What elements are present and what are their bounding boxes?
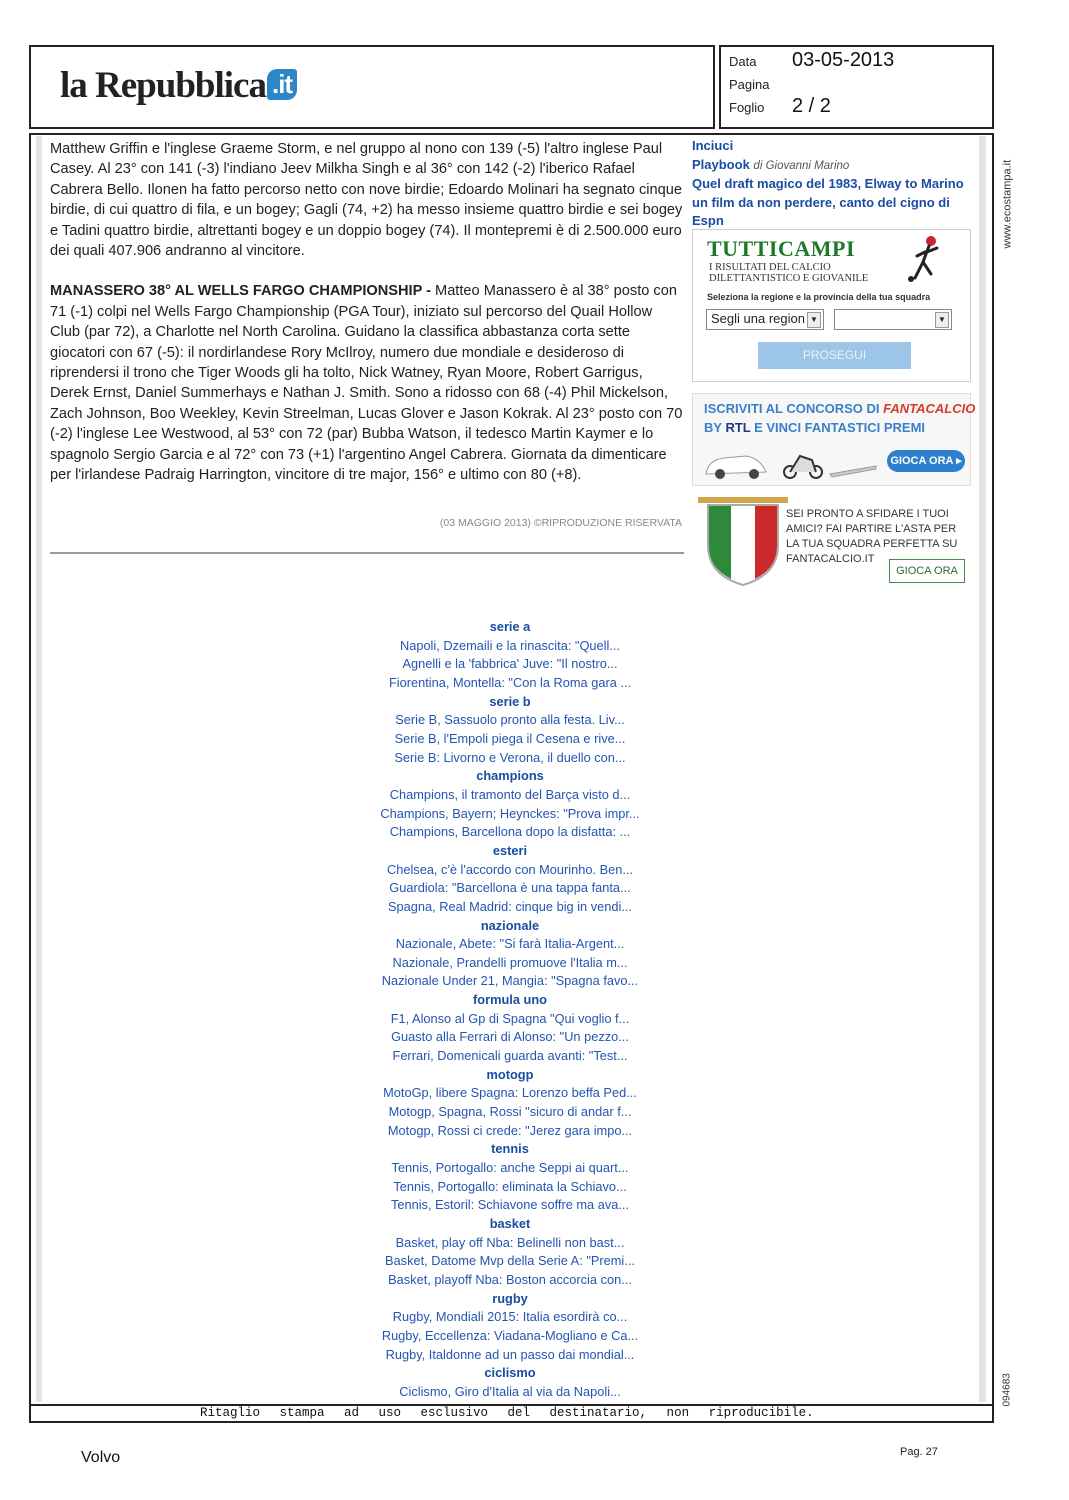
tutticampi-select-label: Seleziona la regione e la provincia della tua squadra: [707, 292, 931, 302]
asta-gioca-ora-button[interactable]: GIOCA ORA: [889, 559, 965, 583]
ecostampa-url: www.ecostampa.it: [1001, 159, 1014, 249]
news-link[interactable]: Ciclismo, Giro d'Italia al via da Napoli...: [399, 1383, 621, 1399]
link-category-serie-b[interactable]: serie b: [489, 693, 531, 709]
article-body: [50, 139, 684, 506]
news-link[interactable]: Spagna, Real Madrid: cinque big in vendi...: [387, 898, 632, 914]
news-link[interactable]: Chelsea, c'è l'accordo con Mourinho. Ben...: [386, 861, 634, 877]
logo-it-badge: .it: [267, 69, 297, 100]
news-link[interactable]: Champions, il tramonto del Barça visto d...: [389, 786, 631, 802]
news-link[interactable]: Serie B, l'Empoli piega il Cesena e rive...: [394, 730, 626, 746]
news-link[interactable]: Tennis, Estoril: Schiavone soffre ma ava...: [390, 1197, 630, 1213]
news-link[interactable]: Serie B, Sassuolo pronto alla festa. Liv...: [395, 712, 625, 728]
news-link[interactable]: Agnelli e la 'fabbrica' Juve: "Il nostro...: [402, 656, 618, 672]
link-category-rugby[interactable]: rugby: [492, 1290, 528, 1306]
news-link[interactable]: MotoGp, libere Spagna: Lorenzo beffa Ped...: [383, 1085, 637, 1101]
link-category-nazionale[interactable]: nazionale: [480, 917, 540, 933]
tutticampi-title: TUTTICAMPI: [707, 236, 856, 261]
asta-ad-text: SEI PRONTO A SFIDARE I TUOI AMICI? FAI PARTIRE L'ASTA PER LA TUA SQUADRA PERFETTA SU FANTACALCIO.IT: [786, 508, 958, 565]
news-links-list: [330, 618, 690, 1402]
link-category-champions[interactable]: champions: [476, 768, 544, 784]
news-link[interactable]: Nazionale Under 21, Mangia: "Spagna favo...: [381, 973, 639, 989]
link-category-tennis[interactable]: tennis: [491, 1141, 529, 1157]
news-link[interactable]: Serie B: Livorno e Verona, il duello con...: [394, 749, 626, 765]
news-link[interactable]: Basket, playoff Nba: Boston accorcia con...: [388, 1271, 632, 1287]
chevron-down-icon: ▼: [935, 312, 949, 328]
province-select[interactable]: [834, 309, 952, 330]
news-link[interactable]: Nazionale, Abete: "Si farà Italia-Argent...: [395, 936, 625, 952]
news-link[interactable]: Basket, play off Nba: Belinelli non bast...: [395, 1234, 625, 1250]
news-link[interactable]: Champions, Bayern; Heynckes: "Prova impr...: [380, 805, 640, 821]
news-link[interactable]: Motogp, Spagna, Rossi "sicuro di andar f...: [388, 1104, 632, 1120]
news-link[interactable]: Tennis, Portogallo: anche Seppi ai quart...: [391, 1160, 629, 1176]
client-name: Volvo: [81, 1449, 121, 1466]
link-category-esteri[interactable]: esteri: [492, 842, 528, 858]
news-link[interactable]: Napoli, Dzemaili e la rinascita: "Quell...: [399, 637, 621, 653]
chevron-down-icon: ▼: [807, 312, 821, 328]
article-paragraph-1: Matthew Griffin e l'inglese Graeme Storm, e nel gruppo al nono con 139 (-5) l'altro inglese Paul Casey. Al 23° con 141 (-3) l'indiano Jeev Milkha Singh e al 36° con 142 (-2) l'iberico Rafael Cabrera Bello. Ilonen ha fatto percorso netto con nove birdie; Edoardo Molinari ha segnato cinque birdie, di cui quattro di fila, e un bogey; Gagli (74, +2) ha messo insieme quattro birdie e sei bogey e Tadini quattro birdie, altrettanti bogey e un doppio bogey (74). Il montepremi è di 2.500.000 euro dei quali 407.906 andranno al vincitore.: [50, 141, 683, 260]
football-player-icon: [905, 234, 945, 284]
clipping-code: 094683: [1001, 1373, 1013, 1407]
data-value: 03-05-2013: [792, 49, 895, 71]
fantacalcio-headline: ISCRIVITI AL CONCORSO DI FANTACALCIO: [704, 401, 976, 416]
prosegui-button[interactable]: PROSEGUI: [758, 342, 911, 369]
link-category-motogp[interactable]: motogp: [486, 1066, 534, 1082]
link-category-basket[interactable]: basket: [489, 1216, 531, 1231]
foglio-label: Foglio: [729, 100, 765, 115]
news-link[interactable]: Motogp, Rossi ci crede: "Jerez gara impo...: [387, 1122, 633, 1138]
news-link[interactable]: Guasto alla Ferrari di Alonso: "Un pezzo...: [391, 1029, 629, 1045]
news-link[interactable]: Ferrari, Domenicali guarda avanti: "Test...: [392, 1048, 628, 1064]
pagina-label: Pagina: [729, 77, 770, 92]
news-link[interactable]: Guardiola: "Barcellona è una tappa fanta...: [389, 880, 631, 896]
news-link[interactable]: Basket, Datome Mvp della Serie A: "Premi...: [385, 1253, 635, 1269]
playbook-author: di Giovanni Marino: [753, 159, 850, 172]
sidebar-link-inciuci[interactable]: Inciuci: [692, 138, 734, 153]
ritaglio-notice: Ritaglio stampa ad uso esclusivo del destinatario, non riproducibile.: [200, 1406, 814, 1420]
fantacalcio-subline: BY RTL E VINCI FANTASTICI PREMI: [704, 420, 926, 435]
link-category-ciclismo[interactable]: ciclismo: [484, 1365, 536, 1381]
tutticampi-subtitle: I RISULTATI DEL CALCIO DILETTANTISTICO E GIOVANILE: [709, 262, 869, 284]
link-category-serie-a[interactable]: serie a: [489, 619, 531, 634]
page-number: Pag. 27: [900, 1446, 938, 1458]
news-link[interactable]: Nazionale, Prandelli promuove l'Italia m...: [392, 954, 628, 970]
sidebar-link-playbook[interactable]: Playbook di Giovanni Marino: [692, 156, 850, 172]
news-link[interactable]: Rugby, Eccellenza: Viadana-Mogliano e Ca...: [381, 1327, 639, 1343]
article-paragraph-2: MANASSERO 38° AL WELLS FARGO CHAMPIONSHIP - Matteo Manassero è al 38° posto con 71 (-1) colpi nel Wells Fargo Championship (PGA Tour), iniziato sul percorso del Quail Hollow Club (par 72), a Charlotte nel North Carolina. Guidano la classifica abbastanza corta sette giocatori con 67 (-5): il nordirlandese Rory McIlroy, numero due mondiale e desideroso di riprendersi il trono che Tiger Woods gli ha tolto, Nick Watney, Ryan Moore, Robert Garrigus, Derek Ernst, Daniel Summerhays e Nathan J. Smith. Sono a ridosso con 68 (-4) Phil Mickelson, Zach Johnson, Boo Weekley, Kevin Streelman, Lucas Glover e Jason Kokrak. Al 23° posto con 70 (-2) l'inglese Lee Westwood, al 53° con 72 (par) Bubba Watson, il tedesco Martin Kaymer e lo spagnolo Sergio Garcia e al 72° con 73 (+1) l'argentino Angel Cabrera. Giornata da dimenticare per l'irlandese Padraig Harrington, vincitore di tre major, 156° e ultimo con 80 (+8).: [50, 283, 683, 484]
divider: [50, 552, 684, 554]
news-link[interactable]: Rugby, Mondiali 2015: Italia esordirà co...: [392, 1309, 628, 1325]
news-link[interactable]: Rugby, Italdonne ad un passo dai mondial...: [385, 1346, 635, 1362]
foglio-value: 2 / 2: [792, 95, 831, 117]
region-select[interactable]: Segli una region ▼: [706, 309, 824, 330]
news-link[interactable]: Champions, Barcellona dopo la disfatta: ...: [389, 824, 631, 840]
gioca-ora-button[interactable]: GIOCA ORA ▸: [887, 450, 965, 472]
sidebar-links: [692, 137, 974, 231]
repubblica-logo: la Repubblica .it: [60, 64, 297, 107]
article-subheading: MANASSERO 38° AL WELLS FARGO CHAMPIONSHIP -: [50, 283, 431, 300]
article-credit: (03 MAGGIO 2013) ©RIPRODUZIONE RISERVATA: [439, 517, 682, 529]
news-link[interactable]: Tennis, Portogallo: eliminata la Schiavo...: [393, 1178, 627, 1194]
link-category-formula-uno[interactable]: formula uno: [473, 992, 547, 1008]
prizes-icon: [700, 442, 880, 480]
sidebar-link-draft[interactable]: Quel draft magico del 1983, Elway to Marino un film da non perdere, canto del cigno di Espn: [692, 176, 964, 229]
news-link[interactable]: F1, Alonso al Gp di Spagna "Qui voglio f...: [390, 1010, 630, 1026]
data-label: Data: [729, 54, 757, 69]
italy-shield-icon: [694, 495, 790, 587]
news-link[interactable]: Fiorentina, Montella: "Con la Roma gara ...: [388, 674, 632, 690]
